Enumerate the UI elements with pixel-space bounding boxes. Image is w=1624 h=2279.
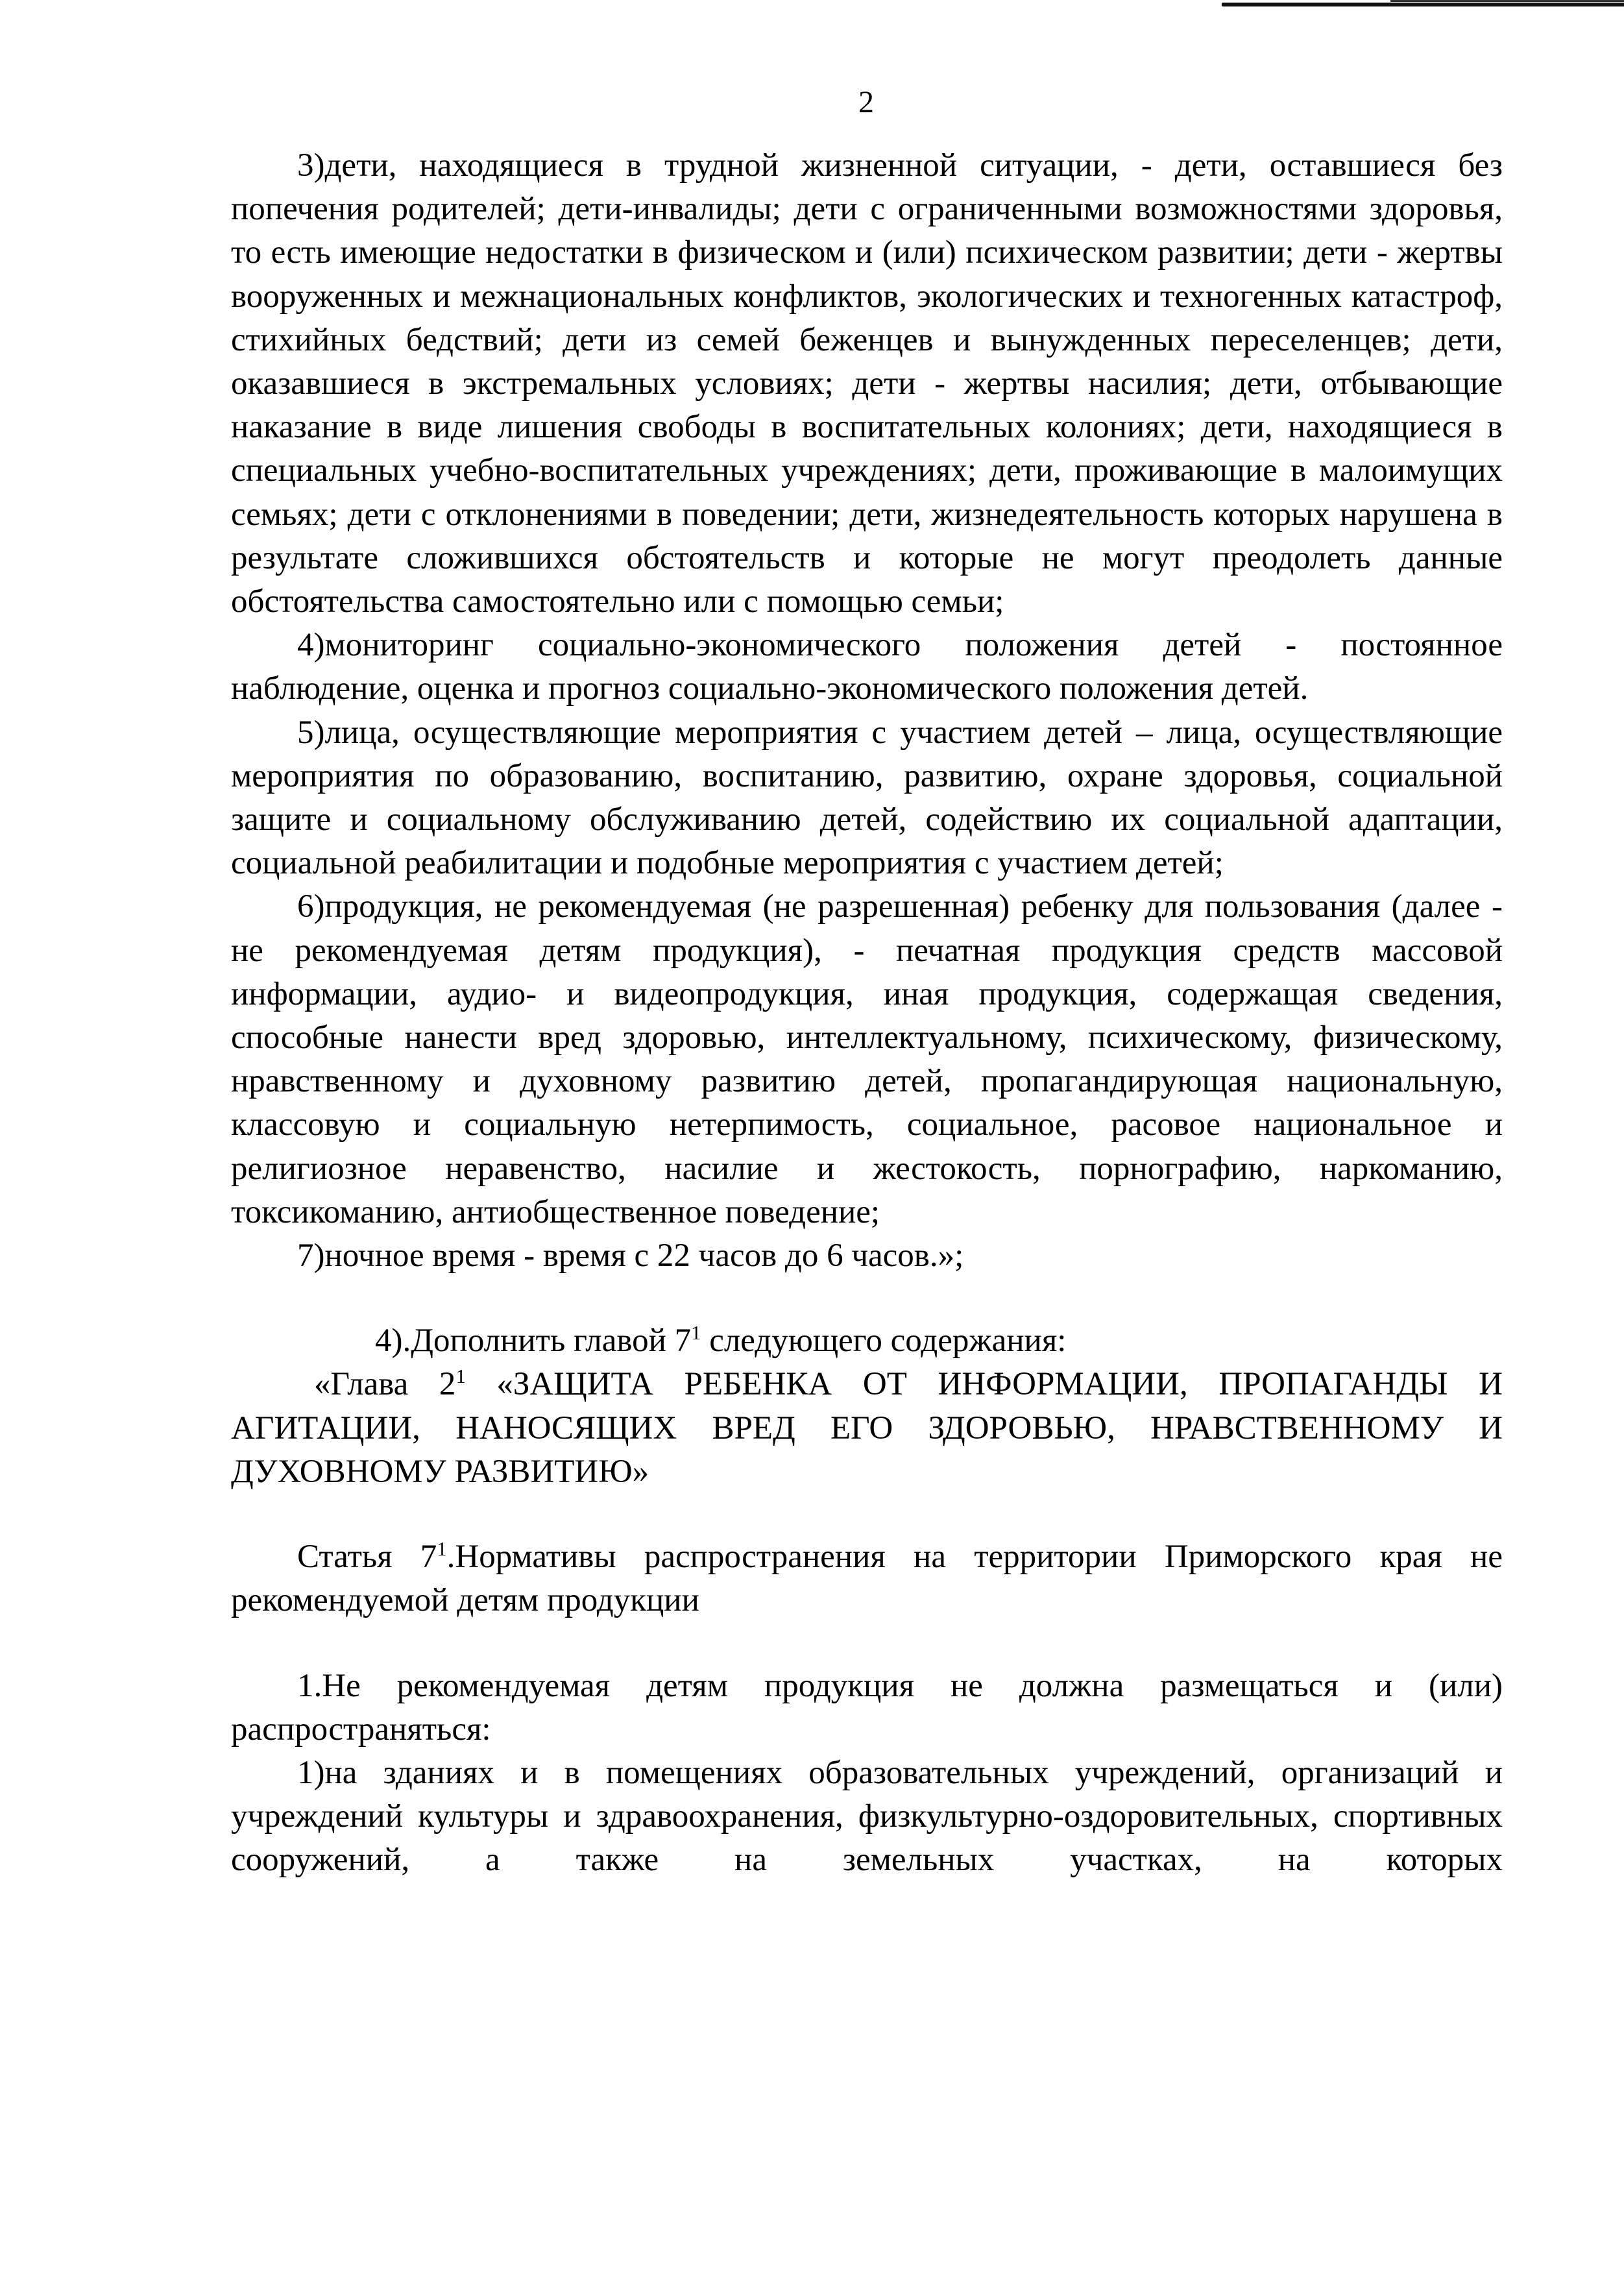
definition-item-3: 3)дети, находящиеся в трудной жизненной ситуации, - дети, оставшиеся без попечения родителей; дети-инвалиды; дети с ограниченными возможностями здоровья, то есть имеющие недостатки в физическом и (или) психическом развитии; дети - жертвы вооруженных и межнациональных конфликтов, экологических и техногенных катастроф, стихийных бедствий; дети из семей беженцев и вынужденных переселенцев; дети, оказавшиеся в экстремальных условиях; дети - жертвы насилия; дети, отбывающие наказание в виде лишения свободы в воспитательных колониях; дети, находящиеся в специальных учебно-воспитательных учреждениях; дети, проживающие в малоимущих семьях; дети с отклонениями в поведении; дети, жизнедеятельность которых нарушена в результате сложившихся обстоятельств и которые не могут преодолеть данные обстоятельства самостоятельно или с помощью семьи; bbox=[231, 147, 1503, 620]
chapter-heading bbox=[231, 1363, 1503, 1494]
chapter-prefix: «Глава 2 bbox=[314, 1366, 456, 1403]
spacer bbox=[231, 1494, 1503, 1535]
definition-item-4: 4)мониторинг социально-экономического положения детей - постоянное наблюдение, оценка и прогноз социально-экономического положения детей. bbox=[231, 627, 1503, 707]
chapter-title: «ЗАЩИТА РЕБЕНКА ОТ ИНФОРМАЦИИ, ПРОПАГАНДЫ И АГИТАЦИИ, НАНОСЯЩИХ ВРЕД ЕГО ЗДОРОВЬЮ, НРАВСТВЕННОМУ И ДУХОВНОМУ РАЗВИТИЮ» bbox=[231, 1366, 1503, 1490]
clause-1: 1.Не рекомендуемая детям продукция не должна размещаться и (или) распространяться: bbox=[231, 1667, 1503, 1748]
document-body bbox=[231, 144, 1503, 1883]
amendment-prefix: 4).Дополнить главой 7 bbox=[375, 1322, 692, 1359]
amendment-instruction bbox=[231, 1319, 1503, 1363]
definition-item-6: 6)продукция, не рекомендуемая (не разрешенная) ребенку для пользования (далее - не рекомендуемая детям продукция), - печатная продукция средств массовой информации, аудио- и видеопродукция, иная продукция, содержащая сведения, способные нанести вред здоровью, интеллектуальному, психическому, физическому, нравственному и духовному развитию детей, пропагандирующая национальную, классовую и социальную нетерпимость, социальное, расовое национальное и религиозное неравенство, насилие и жестокость, порнографию, наркоманию, токсикоманию, антиобщественное поведение; bbox=[231, 888, 1503, 1230]
amendment-suffix: следующего содержания: bbox=[701, 1322, 1067, 1359]
definition-item-7: 7)ночное время - время с 22 часов до 6 часов.»; bbox=[297, 1237, 964, 1274]
spacer bbox=[231, 1623, 1503, 1664]
scan-artifact-line-thin bbox=[1390, 0, 1624, 2]
scan-artifact-line bbox=[1222, 3, 1624, 6]
article-title: .Нормативы распространения на территории Приморского края не рекомендуемой детям продукции bbox=[231, 1539, 1503, 1619]
amendment-superscript: 1 bbox=[691, 1322, 701, 1345]
spacer bbox=[231, 1278, 1503, 1319]
article-superscript: 1 bbox=[437, 1538, 447, 1561]
clause-1-subitem-1: 1)на зданиях и в помещениях образовательных учреждений, организаций и учреждений культуры и здравоохранения, физкультурно-оздоровительных, спортивных сооружений, а также на земельных участках, на которых bbox=[231, 1754, 1503, 1879]
definition-item-5: 5)лица, осуществляющие мероприятия с участием детей – лица, осуществляющие мероприятия по образованию, воспитанию, развитию, охране здоровья, социальной защите и социальному обслуживанию детей, содействию их социальной адаптации, социальной реабилитации и подобные мероприятия с участием детей; bbox=[231, 714, 1503, 882]
chapter-superscript: 1 bbox=[455, 1365, 466, 1388]
article-prefix: Статья 7 bbox=[297, 1539, 437, 1576]
page-number: 2 bbox=[858, 85, 874, 119]
article-heading bbox=[231, 1535, 1503, 1622]
